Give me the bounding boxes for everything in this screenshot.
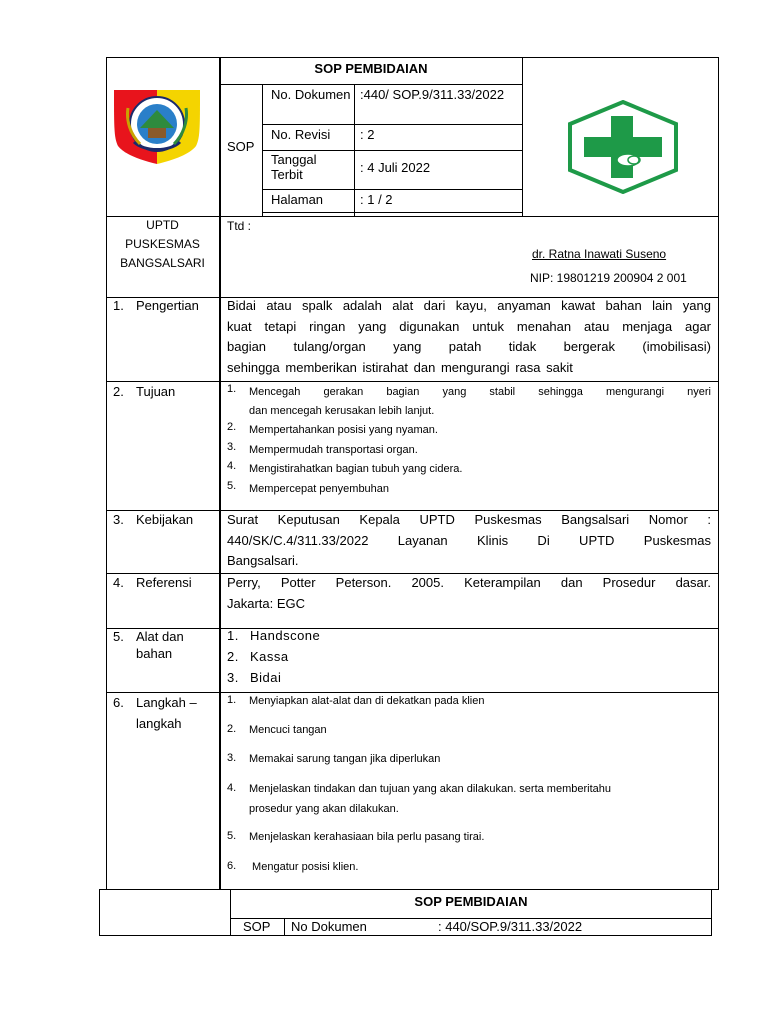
sop-label: SOP bbox=[227, 139, 255, 154]
section-2-label: Tujuan bbox=[136, 384, 176, 399]
section-5-label-2: bahan bbox=[136, 646, 173, 661]
text-line: 440/SK/C.4/311.33/2022 Layanan Klinis Di UPTD Puskesmas bbox=[227, 532, 711, 548]
issue-date-label: Tanggal Terbit bbox=[271, 152, 317, 182]
text-line: Jakarta: EGC bbox=[227, 595, 306, 611]
text-line: Perry, Potter Peterson. 2005. Keterampilan dan Prosedur dasar. bbox=[227, 575, 711, 590]
text-line: Bangsalsari. bbox=[227, 553, 299, 568]
text-line: kuat tetapi ringan yang digunakan untuk menahan atau menjaga agar bbox=[227, 318, 711, 334]
puskesmas-logo bbox=[566, 100, 680, 194]
section-2-number: 2. bbox=[113, 384, 124, 399]
section-5-number: 5. bbox=[113, 629, 124, 644]
text-line: bagian tulang/organ yang patah tidak bergerak (imobilisasi) bbox=[227, 339, 711, 354]
regency-logo bbox=[112, 88, 202, 166]
referensi-text bbox=[227, 573, 711, 614]
pengertian-text bbox=[227, 296, 711, 378]
section-4-number: 4. bbox=[113, 575, 124, 590]
section-4-label: Referensi bbox=[136, 575, 192, 590]
signatory-name: dr. Ratna Inawati Suseno bbox=[532, 247, 667, 261]
org-line-1: UPTD bbox=[146, 218, 179, 232]
ttd-label: Ttd : bbox=[227, 219, 252, 233]
section-1-label: Pengertian bbox=[136, 298, 199, 313]
page-value: : 1 / 2 bbox=[360, 192, 393, 207]
regency-shield-icon bbox=[112, 88, 202, 166]
langkah-list: 1. Menyiapkan alat-alat dan di dekatkan pada klien 2. Mencuci tangan 3. Memakai sarung tangan jika diperlukan 4. Menjelaskan tindakan dan tujuan yang akan dilakukan. serta memberitahu prosedur yang akan dilakukan. 5. Menjelaskan kerahasiaan bila perlu pasang tirai. 6. Mengatur posisi klien. bbox=[227, 694, 612, 873]
footer-sop-label: SOP bbox=[243, 919, 271, 934]
footer-title: SOP PEMBIDAIAN bbox=[414, 894, 528, 909]
footer-doc-label: No Dokumen bbox=[291, 919, 367, 934]
text-line: Bidai atau spalk adalah alat dari kayu, anyaman kawat bahan lain yang bbox=[227, 298, 711, 313]
list-item: 3. Bidai bbox=[227, 670, 282, 685]
list-item: 2. Kassa bbox=[227, 649, 289, 664]
section-6-label-1: Langkah – bbox=[136, 695, 197, 710]
tujuan-list: 1. Mencegah gerakan bagian yang stabil sehingga mengurangi nyeri dan mencegah kerusakan lebih lanjut. 2. Mempertahankan posisi yang nyaman. 3. Mempermudah transportasi organ. 4. Mengistirahatkan bagian tubuh yang cidera. 5. Mempercepat penyembuhan bbox=[227, 383, 711, 495]
kebijakan-text bbox=[227, 510, 711, 572]
revision-value: : 2 bbox=[360, 127, 375, 142]
section-1-number: 1. bbox=[113, 298, 124, 313]
section-6-label-2: langkah bbox=[136, 716, 182, 731]
doc-number-value: :440/ SOP.9/311.33/2022 bbox=[360, 87, 505, 102]
list-item: 1. Handscone bbox=[227, 628, 321, 643]
signatory-nip: NIP: 19801219 200904 2 001 bbox=[530, 271, 687, 285]
org-line-2: PUSKESMAS bbox=[125, 237, 200, 251]
org-line-3: BANGSALSARI bbox=[120, 256, 205, 270]
section-3-number: 3. bbox=[113, 512, 124, 527]
section-5-label-1: Alat dan bbox=[136, 629, 184, 644]
puskesmas-cross-icon bbox=[566, 100, 680, 194]
text-line: Surat Keputusan Kepala UPTD Puskesmas Bangsalsari Nomor : bbox=[227, 512, 711, 527]
page-label: Halaman bbox=[271, 192, 324, 207]
page-title: SOP PEMBIDAIAN bbox=[314, 61, 428, 76]
issue-date-value: : 4 Juli 2022 bbox=[360, 160, 431, 175]
text-line: sehingga memberikan istirahat dan mengurangi rasa sakit bbox=[227, 359, 573, 375]
section-6-number: 6. bbox=[113, 695, 124, 710]
doc-number-label: No. Dokumen bbox=[271, 87, 351, 102]
revision-label: No. Revisi bbox=[271, 127, 331, 142]
footer-doc-value: : 440/SOP.9/311.33/2022 bbox=[438, 919, 583, 934]
section-3-label: Kebijakan bbox=[136, 512, 194, 527]
